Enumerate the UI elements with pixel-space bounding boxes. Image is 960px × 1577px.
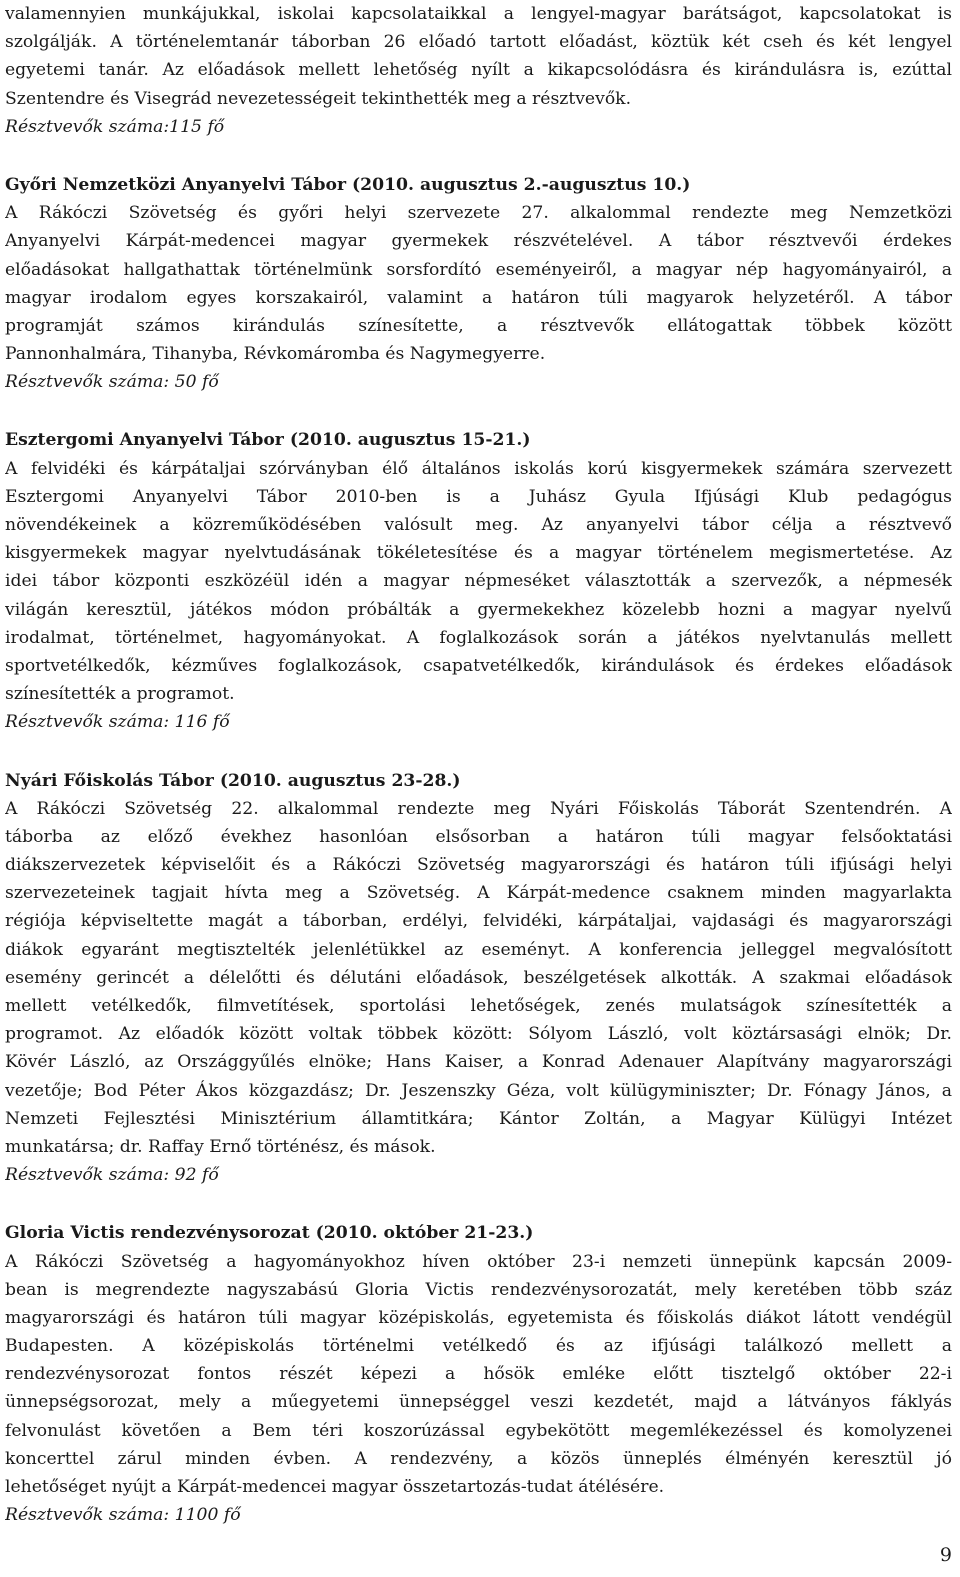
text-line: vezetője; Bod Péter Ákos közgazdász; Dr. Jeszenszky Géza, volt külügyminiszter; Dr. Fónagy János, a bbox=[5, 1080, 952, 1101]
text-line: rendezvénysorozat fontos részét képezi a hősök emléke előtt tisztelgő október 22-i bbox=[5, 1364, 952, 1385]
text-line: A felvidéki és kárpátaljai szórványban élő általános iskolás korú kisgyermekek számára szervezett bbox=[5, 458, 952, 479]
text-line: diákok egyaránt megtisztelték jelenlétükkel az eseményt. A konferencia jelleggel megvalósított bbox=[5, 939, 952, 960]
text-line: munkatársa; dr. Raffay Ernő történész, és mások. bbox=[5, 1136, 436, 1157]
section-heading: Esztergomi Anyanyelvi Tábor (2010. augusztus 15-21.) bbox=[5, 430, 531, 451]
text-line: egyetemi tanár. Az előadások mellett lehetőség nyílt a kikapcsolódásra és kirándulásra is, ezúttal bbox=[5, 60, 952, 81]
text-line: világán keresztül, játékos módon próbálták a gyermekekhez közelebb hozni a magyar nyelvű bbox=[5, 599, 952, 620]
text-line: ünnepségsorozat, mely a műegyetemi ünnepséggel veszi kezdetét, majd a látványos fáklyás bbox=[5, 1392, 952, 1413]
text-line: Budapesten. A középiskolás történelmi vetélkedő és az ifjúsági találkozó mellett a bbox=[5, 1336, 952, 1357]
text-line: felvonulást követően a Bem téri koszorúzással egybekötött megemlékezéssel és komolyzenei bbox=[5, 1420, 952, 1441]
text-line: táborba az előző évekhez hasonlóan elsősorban a határon túli magyar felsőoktatási bbox=[5, 826, 952, 847]
text-line: szervezeteinek tagjait hívta meg a Szövetség. A Kárpát-medence csaknem minden magyarlakta bbox=[5, 883, 952, 904]
text-line: A Rákóczi Szövetség és győri helyi szervezete 27. alkalommal rendezte meg Nemzetközi bbox=[5, 203, 952, 224]
text-line: lehetőséget nyújt a Kárpát-medencei magyar összetartozás-tudat átélésére. bbox=[5, 1477, 665, 1497]
section-gyori-tabor bbox=[5, 171, 952, 397]
text-line: színesítették a programot. bbox=[5, 684, 235, 705]
text-line: idei tábor központi eszközéül idén a magyar népmeséket választották a szervezők, a népmesék bbox=[5, 571, 952, 592]
participant-count: Résztvevők száma: 1100 fő bbox=[5, 1505, 241, 1526]
text-line: növendékeinek a közreműködésében valósult meg. Az anyanyelvi tábor célja a résztvevő bbox=[5, 515, 952, 535]
text-line: Anyanyelvi Kárpát-medencei magyar gyermekek részvételével. A tábor résztvevői érdekes bbox=[5, 231, 952, 252]
text-line: esemény gerincét a délelőtti és délutáni előadások, beszélgetések alkották. A szakmai előadások bbox=[5, 967, 952, 988]
text-line: régiója képviseltette magát a táborban, erdélyi, felvidéki, kárpátaljai, vajdasági és magyarországi bbox=[5, 911, 952, 932]
section-esztergomi-tabor bbox=[5, 426, 952, 736]
participant-count: Résztvevők száma: 50 fő bbox=[5, 372, 219, 393]
text-line: irodalmat, történelmet, hagyományokat. A foglalkozások során a játékos nyelvtanulás mellett bbox=[5, 627, 952, 648]
text-line: mellett vetélkedők, filmvetítések, sportolási lehetőségek, zenés mulatságok színesítették a bbox=[5, 996, 952, 1016]
text-line: koncerttel zárul minden évben. A rendezvény, a közös ünneplés élményén keresztül jó bbox=[5, 1448, 952, 1469]
text-line: diákszervezetek képviselőit és a Rákóczi Szövetség magyarországi és határon túli ifjúsági helyi bbox=[5, 855, 952, 876]
document-page bbox=[5, 0, 952, 1529]
section-heading: Gloria Victis rendezvénysorozat (2010. október 21-23.) bbox=[5, 1223, 534, 1244]
section-nyari-foiskolas-tabor bbox=[5, 767, 952, 1190]
text-line: Szentendre és Visegrád nevezetességeit tekinthették meg a résztvevők. bbox=[5, 88, 632, 109]
text-line: bean is megrendezte nagyszabású Gloria Victis rendezvénysorozatát, mely keretében több száz bbox=[5, 1279, 952, 1300]
text-line: Nemzeti Fejlesztési Minisztérium államtitkára; Kántor Zoltán, a Magyar Külügyi Intézet bbox=[5, 1108, 952, 1129]
text-line: szolgálják. A történelemtanár táborban 26 előadó tartott előadást, köztük két cseh és két lengyel bbox=[5, 32, 952, 53]
participant-count: Résztvevők száma: 116 fő bbox=[5, 712, 230, 733]
section-heading: Győri Nemzetközi Anyanyelvi Tábor (2010. augusztus 2.-augusztus 10.) bbox=[5, 174, 691, 195]
text-line: Kövér László, az Országgyűlés elnöke; Hans Kaiser, a Konrad Adenauer Alapítvány magyarországi bbox=[5, 1052, 952, 1073]
participant-count: Résztvevők száma: 92 fő bbox=[5, 1165, 219, 1186]
page-number: 9 bbox=[939, 1544, 952, 1566]
text-line: Pannonhalmára, Tihanyba, Révkomáromba és Nagymegyerre. bbox=[5, 344, 546, 365]
text-line: kisgyermekek magyar nyelvtudásának tökéletesítése és a magyar történelem megismertetése. Az bbox=[5, 543, 952, 564]
section-gloria-victis bbox=[5, 1219, 952, 1529]
text-line: előadásokat hallgathattak történelmünk sorsfordító eseményeiről, a magyar nép hagyományairól, a bbox=[5, 259, 952, 280]
text-line: A Rákóczi Szövetség a hagyományokhoz híven október 23-i nemzeti ünnepünk kapcsán 2009- bbox=[5, 1251, 952, 1272]
text-line: sportvetélkedők, kézműves foglalkozások, csapatvetélkedők, kirándulások és érdekes előadások bbox=[5, 655, 952, 676]
text-line: programot. Az előadók között voltak többek között: Sólyom László, volt köztársasági elnök; Dr. bbox=[5, 1024, 952, 1045]
text-line: A Rákóczi Szövetség 22. alkalommal rendezte meg Nyári Főiskolás Táborát Szentendrén. A bbox=[5, 798, 952, 819]
intro-paragraph bbox=[5, 0, 952, 141]
participant-count: Résztvevők száma:115 fő bbox=[5, 116, 225, 137]
text-line: magyarországi és határon túli magyar középiskolás, egyetemista és főiskolás diákot látott vendégül bbox=[5, 1307, 952, 1328]
text-line: programját számos kirándulás színesítette, a résztvevők ellátogattak többek között bbox=[5, 315, 952, 336]
text-line: Esztergomi Anyanyelvi Tábor 2010-ben is a Juhász Gyula Ifjúsági Klub pedagógus bbox=[5, 486, 952, 507]
text-line: valamennyien munkájukkal, iskolai kapcsolataikkal a lengyel-magyar barátságot, kapcsolatokat is bbox=[5, 4, 952, 24]
text-line: magyar irodalom egyes korszakairól, valamint a határon túli magyarok helyzetéről. A tábor bbox=[5, 287, 952, 308]
section-heading: Nyári Főiskolás Tábor (2010. augusztus 23-28.) bbox=[5, 770, 461, 791]
